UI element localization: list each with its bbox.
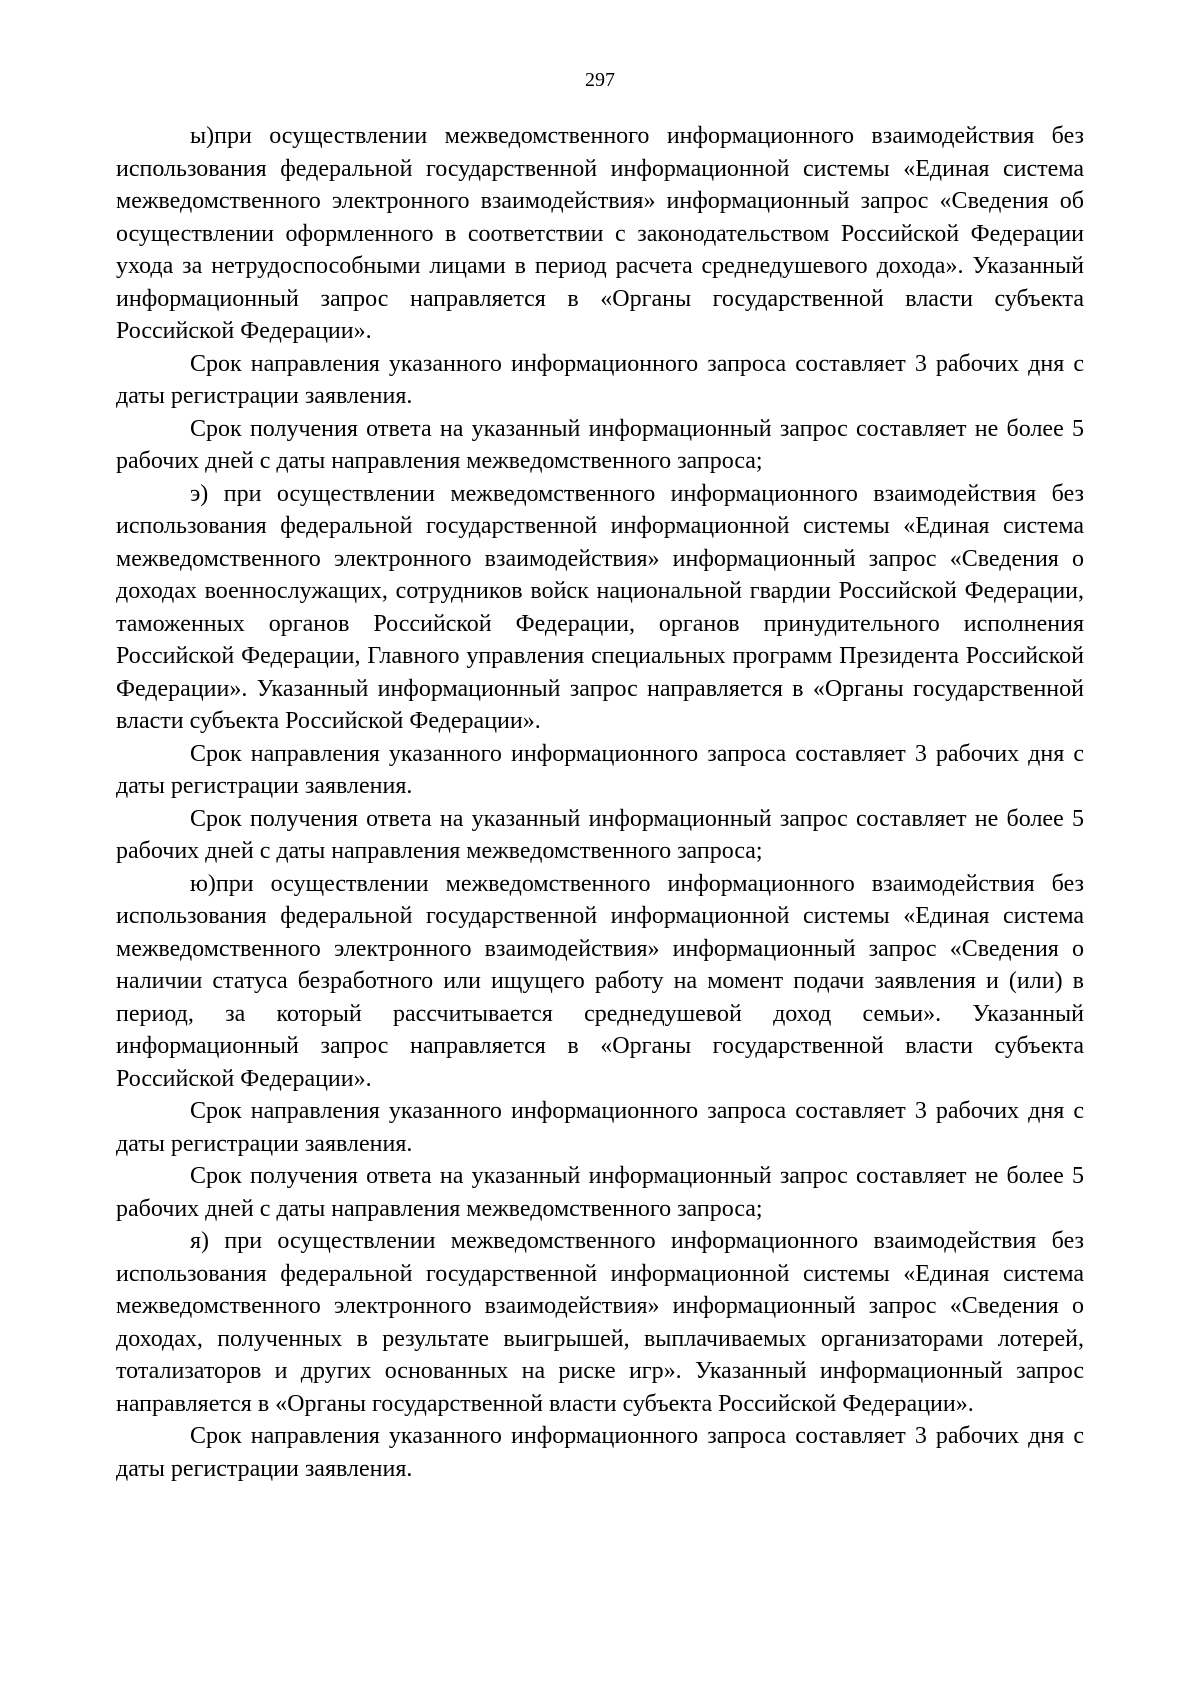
paragraph-item-ya: я) при осуществлении межведомственного информационного взаимодействия без использования федеральной государственной информационной системы «Единая система межведомственного электронного взаимодействия» информационный запрос «Сведения о доходах, полученных в результате выигрышей, выплачиваемых организаторами лотерей, тотализаторов и других основанных на риске игр». Указанный информационный запрос направляется в «Органы государственной власти субъекта Российской Федерации». xyxy=(116,1228,1084,1417)
document-body xyxy=(116,120,1084,1485)
paragraph-deadline-send: Срок направления указанного информационного запроса составляет 3 рабочих дня с даты регистрации заявления. xyxy=(116,1423,1084,1482)
paragraph-item-yu: ю)при осуществлении межведомственного информационного взаимодействия без использования федеральной государственной информационной системы «Единая система межведомственного электронного взаимодействия» информационный запрос «Сведения о наличии статуса безработного или ищущего работу на момент подачи заявления и (или) в период, за который рассчитывается среднедушевой доход семьи». Указанный информационный запрос направляется в «Органы государственной власти субъекта Российской Федерации». xyxy=(116,870,1084,1092)
paragraph-deadline-send: Срок направления указанного информационного запроса составляет 3 рабочих дня с даты регистрации заявления. xyxy=(116,740,1084,799)
paragraph-deadline-response: Срок получения ответа на указанный информационный запрос составляет не более 5 рабочих дней с даты направления межведомственного запроса; xyxy=(116,415,1084,474)
paragraph-deadline-send: Срок направления указанного информационного запроса составляет 3 рабочих дня с даты регистрации заявления. xyxy=(116,1098,1084,1157)
paragraph-item-y: ы)при осуществлении межведомственного информационного взаимодействия без использования федеральной государственной информационной системы «Единая система межведомственного электронного взаимодействия» информационный запрос «Сведения об осуществлении оформленного в соответствии с законодательством Российской Федерации ухода за нетрудоспособными лицами в период расчета среднедушевого дохода». Указанный информационный запрос направляется в «Органы государственной власти субъекта Российской Федерации». xyxy=(116,123,1084,344)
paragraph-deadline-send: Срок направления указанного информационного запроса составляет 3 рабочих дня с даты регистрации заявления. xyxy=(116,350,1084,409)
paragraph-deadline-response: Срок получения ответа на указанный информационный запрос составляет не более 5 рабочих дней с даты направления межведомственного запроса; xyxy=(116,805,1084,864)
paragraph-item-e: э) при осуществлении межведомственного информационного взаимодействия без использования федеральной государственной информационной системы «Единая система межведомственного электронного взаимодействия» информационный запрос «Сведения о доходах военнослужащих, сотрудников войск национальной гвардии Российской Федерации, таможенных органов Российской Федерации, органов принудительного исполнения Российской Федерации, Главного управления специальных программ Президента Российской Федерации». Указанный информационный запрос направляется в «Органы государственной власти субъекта Российской Федерации». xyxy=(116,480,1084,734)
page-number: 297 xyxy=(585,69,615,91)
paragraph-deadline-response: Срок получения ответа на указанный информационный запрос составляет не более 5 рабочих дней с даты направления межведомственного запроса; xyxy=(116,1163,1084,1222)
